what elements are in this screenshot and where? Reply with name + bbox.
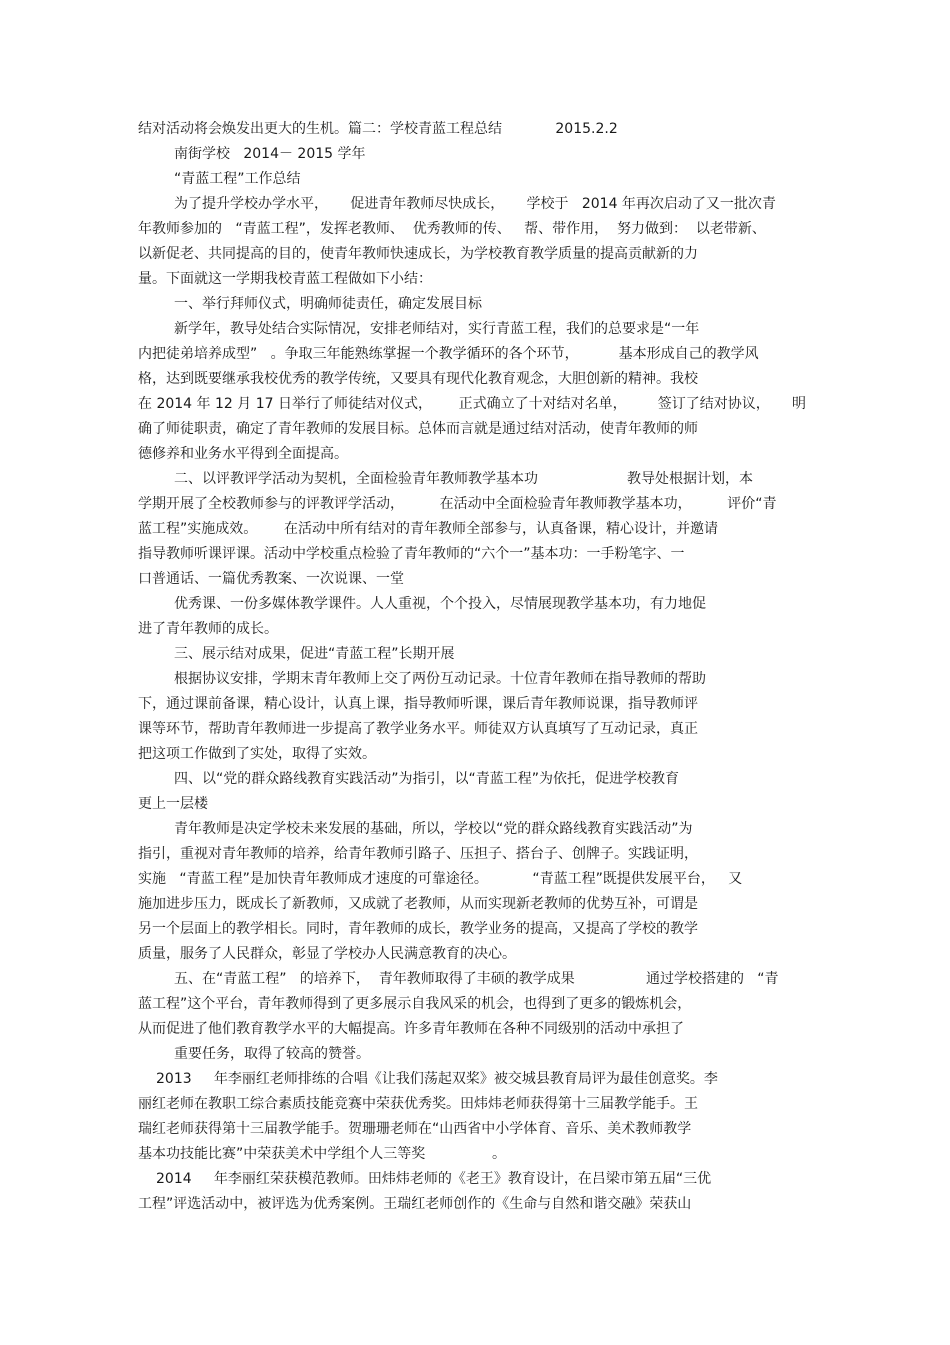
text-line: 在 2014 年 12 月 17 日举行了师徒结对仪式， 正式确立了十对结对名单， 签订了结对协议， 明 [138,396,807,412]
text-line: 蓝工程”实施成效。 在活动中所有结对的青年教师全部参与，认真备课，精心设计，并邀请 [138,521,718,537]
text-line: 丽红老师在教职工综合素质技能竞赛中荣获优秀奖。田炜炜老师获得第十三届教学能手。王 [138,1096,698,1112]
text-line: 2014 年李丽红荣获模范教师。田炜炜老师的《老王》教育设计，在吕梁市第五届“三优 [156,1171,712,1187]
text-line: 进了青年教师的成长。 [138,621,278,637]
text-line: 年教师参加的 “青蓝工程”，发挥老教师、 优秀教师的传、 帮、带作用， 努力做到： 以老带新、 [138,221,766,237]
text-line: 实施 “青蓝工程”是加快青年教师成才速度的可靠途径。 “青蓝工程”既提供发展平台， 又 [138,871,743,887]
section-heading: 五、在“青蓝工程” 的培养下， 青年教师取得了丰硕的教学成果 通过学校搭建的 “青 [174,971,779,987]
text-line: 指导教师听课评课。活动中学校重点检验了青年教师的“六个一”基本功：一手粉笔字、一 [138,546,685,562]
text-line: 内把徒弟培养成型” 。争取三年能熟练掌握一个教学循环的各个环节， 基本形成自己的教学风 [138,346,759,362]
text-line: 确了师徒职责，确定了青年教师的发展目标。总体而言就是通过结对活动，使青年教师的师 [138,421,698,437]
text-line: 瑞红老师获得第十三届教学能手。贺珊珊老师在“山西省中小学体育、音乐、美术教师教学 [138,1121,692,1137]
text-line: 根据协议安排，学期末青年教师上交了两份互动记录。十位青年教师在指导教师的帮助 [174,671,706,687]
text-line: 为了提升学校办学水平， 促进青年教师尽快成长， 学校于 2014 年再次启动了又一批次青 [174,196,776,212]
text-line: 质量，服务了人民群众，彰显了学校办人民满意教育的决心。 [138,946,516,962]
text-line: “青蓝工程”工作总结 [174,171,301,187]
text-line: 施加进步压力，既成长了新教师，又成就了老教师，从而实现新老教师的优势互补，可谓是 [138,896,698,912]
text-line: 重要任务，取得了较高的赞誉。 [174,1046,370,1062]
section-heading: 四、以“党的群众路线教育实践活动”为指引，以“青蓝工程”为依托，促进学校教育 [174,771,680,787]
text-line: 基本功技能比赛”中荣获美术中学组个人三等奖 。 [138,1146,507,1162]
text-line: 南街学校 2014－ 2015 学年 [174,146,366,162]
text-line: 从而促进了他们教育教学水平的大幅提高。许多青年教师在各种不同级别的活动中承担了 [138,1021,684,1037]
text-line: 口普通话、一篇优秀教案、一次说课、一堂 [138,571,404,587]
text-line: 指引，重视对青年教师的培养，给青年教师引路子、压担子、搭台子、创牌子。实践证明， [138,846,698,862]
text-line: 学期开展了全校教师参与的评教评学活动， 在活动中全面检验青年教师教学基本功， 评价“青 [138,496,777,512]
text-line: 工程”评选活动中，被评选为优秀案例。王瑞红老师创作的《生命与自然和谐交融》荣获山 [138,1196,692,1212]
text-line: 课等环节，帮助青年教师进一步提高了教学业务水平。师徒双方认真填写了互动记录，真正 [138,721,698,737]
text-line: 下，通过课前备课，精心设计，认真上课，指导教师听课，课后青年教师说课，指导教师评 [138,696,698,712]
text-line: 把这项工作做到了实处，取得了实效。 [138,746,376,762]
text-line: 另一个层面上的教学相长。同时，青年教师的成长，教学业务的提高，又提高了学校的教学 [138,921,698,937]
text-line: 结对活动将会焕发出更大的生机。篇二：学校青蓝工程总结 2015.2.2 [138,121,618,137]
text-line: 蓝工程”这个平台，青年教师得到了更多展示自我风采的机会，也得到了更多的锻炼机会， [138,996,692,1012]
text-line: 格，达到既要继承我校优秀的教学传统，又要具有现代化教育观念，大胆创新的精神。我校 [138,371,698,387]
text-line: 青年教师是决定学校未来发展的基础，所以，学校以“党的群众路线教育实践活动”为 [174,821,693,837]
section-heading: 二、以评教评学活动为契机，全面检验青年教师教学基本功 教导处根据计划，本 [174,471,754,487]
text-line: 更上一层楼 [138,796,208,812]
text-line: 2013 年李丽红老师排练的合唱《让我们荡起双桨》被交城县教育局评为最佳创意奖。李 [156,1071,718,1087]
text-line: 以新促老、共同提高的目的，使青年教师快速成长，为学校教育教学质量的提高贡献新的力 [138,246,698,262]
text-line: 德修养和业务水平得到全面提高。 [138,446,348,462]
text-line: 优秀课、一份多媒体教学课件。人人重视，个个投入，尽情展现教学基本功，有力地促 [174,596,706,612]
section-heading: 三、展示结对成果，促进“青蓝工程”长期开展 [174,646,455,662]
text-line: 量。下面就这一学期我校青蓝工程做如下小结： [138,271,432,287]
text-line: 新学年，教导处结合实际情况，安排老师结对，实行青蓝工程，我们的总要求是“一年 [174,321,700,337]
section-heading: 一、举行拜师仪式，明确师徒责任，确定发展目标 [174,296,482,312]
